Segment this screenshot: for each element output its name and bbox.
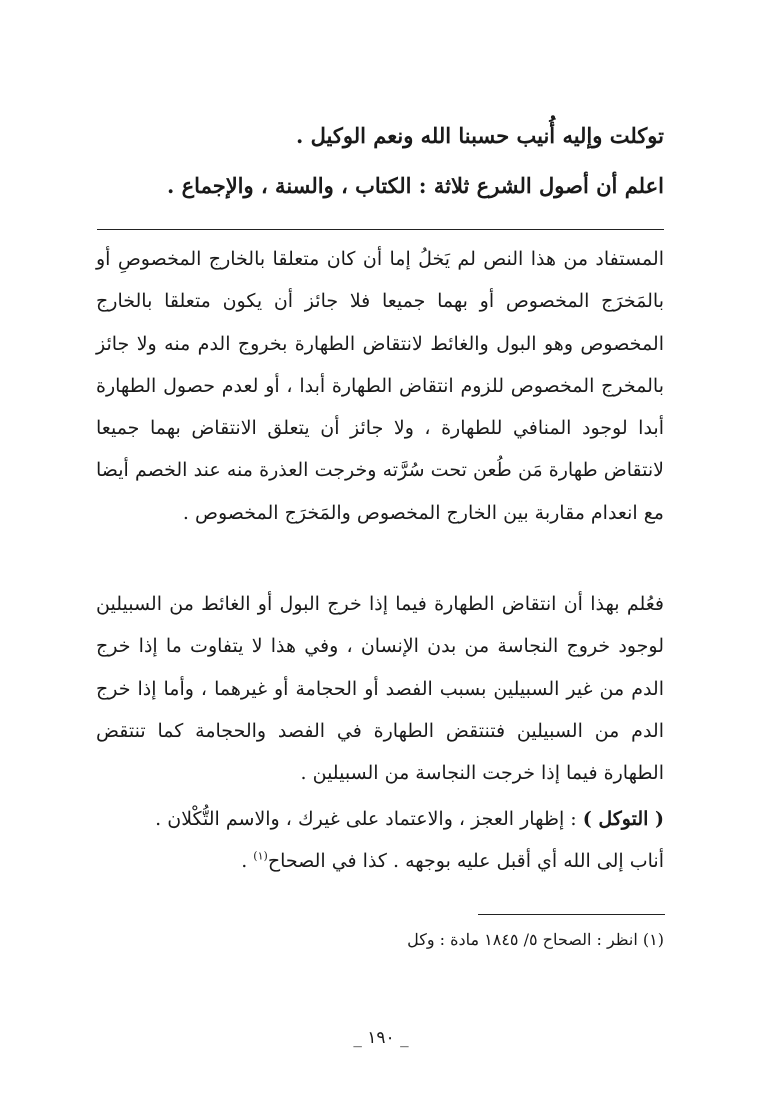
section-divider: [97, 229, 664, 230]
citation-text: أناب إلى الله أي أقبل عليه بوجهه . كذا في الصحاح: [267, 850, 664, 872]
definition-line: [96, 798, 664, 840]
footnote-divider: [478, 914, 665, 915]
citation-end: .: [241, 850, 254, 872]
commentary-paragraph-1: المستفاد من هذا النص لم يَخلُ إما أن كان متعلقا بالخارج المخصوصِ أو بالمَخرَج المخصوص أو بهما جميعا فلا جائز أن يكون متعلقا بالخارج المخصوص وهو البول والغائط لانتقاض الطهارة بخروج الدم منه ولا جائز بالمخرج المخصوص للزوم انتقاض الطهارة أبدا ، أو لعدم حصول الطهارة أبدا لوجود المنافي للطهارة ، ولا جائز أن يتعلق الانتقاض بهما جميعا لانتقاض طهارة مَن طُعن تحت سُرَّته وخرجت العذرة منه عند الخصم أيضا مع انعدام مقاربة بين الخارج المخصوص والمَخرَج المخصوص .: [96, 248, 664, 524]
definition-text: : إظهار العجز ، والاعتماد على غيرك ، والاسم التُّكْلان .: [155, 808, 583, 830]
commentary-paragraph-2: فعُلم بهذا أن انتقاض الطهارة فيما إذا خرج البول أو الغائط من السبيلين لوجود خروج النجاسة من بدن الإنسان ، وفي هذا لا يتفاوت ما إذا خرج الدم من غير السبيلين بسبب الفصد أو الحجامة أو غيرهما ، وأما إذا خرج الدم من السبيلين فتنتقض الطهارة في الفصد والحجامة كما تنتقض الطهارة فيما إذا خرجت النجاسة من السبيلين .: [96, 593, 665, 785]
citation-line: [96, 840, 664, 882]
footnote-text: (١) انظر : الصحاح ٥/ ١٨٤٥ مادة : وكل: [407, 930, 664, 949]
page-number: _ ١٩٠ _: [353, 1028, 409, 1048]
footnote-reference[interactable]: (١): [253, 849, 268, 863]
main-text-line-1: توكلت وإليه أُنيب حسبنا الله ونعم الوكيل .: [295, 123, 664, 148]
commentary-paragraph-3: [96, 798, 664, 882]
definition-term: ( التوكل ): [582, 808, 664, 830]
main-text-line-2: اعلم أن أصول الشرع ثلاثة : الكتاب ، والسنة ، والإجماع .: [167, 173, 664, 198]
